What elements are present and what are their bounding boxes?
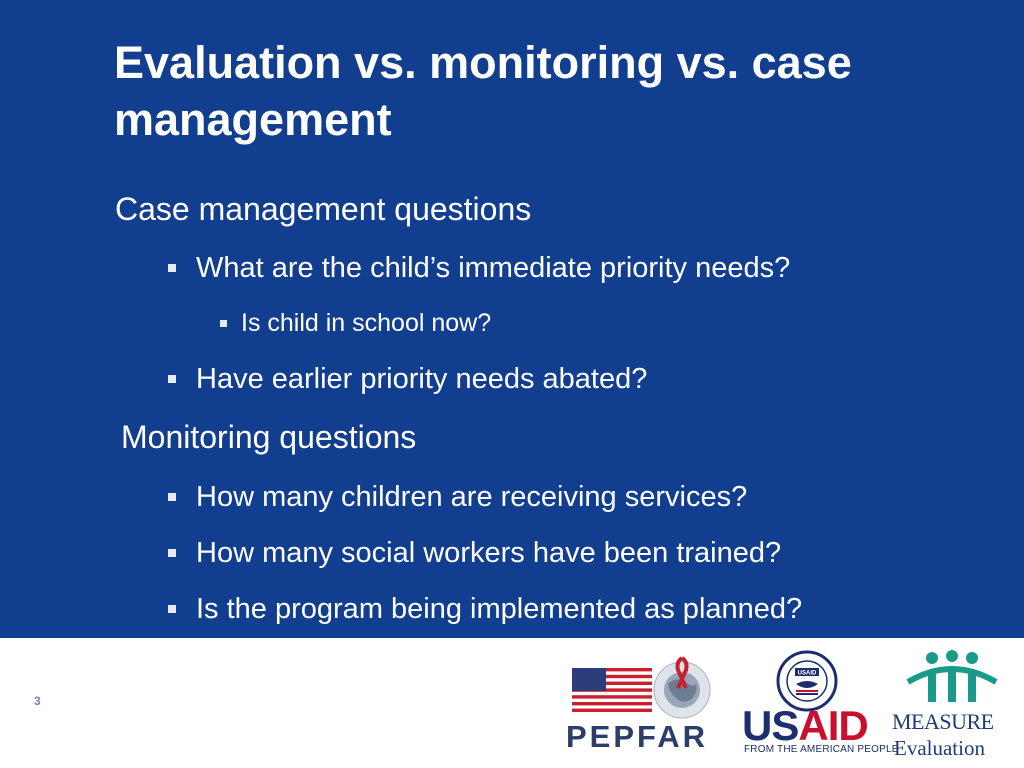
bullet-square-icon — [168, 493, 176, 501]
bullet-square-icon — [168, 549, 176, 557]
bullet-square-icon — [168, 605, 176, 613]
evaluation-wordmark: Evaluation — [894, 736, 985, 760]
bullet-text: Is child in school now? — [241, 309, 492, 337]
bullet-text: Have earlier priority needs abated? — [196, 363, 648, 395]
sub-bullet-school — [220, 308, 491, 338]
usaid-us-part: US — [742, 702, 799, 749]
section-heading-case-management: Case management questions — [115, 191, 532, 227]
bullet-text: What are the child’s immediate priority needs? — [196, 252, 791, 284]
bullet-text: How many social workers have been trained? — [196, 537, 782, 569]
page-number: 3 — [34, 694, 41, 708]
slide-title: Evaluation vs. monitoring vs. case management — [114, 37, 852, 145]
bullet-immediate-needs — [168, 250, 790, 286]
section-heading-monitoring: Monitoring questions — [121, 419, 417, 455]
pepfar-flag-globe-icon — [570, 654, 720, 720]
bullet-square-icon — [220, 320, 227, 327]
bullet-social-workers — [168, 535, 781, 571]
bullet-children-services — [168, 479, 747, 515]
pepfar-wordmark: PEPFAR — [566, 719, 709, 754]
bullet-program-implementation — [168, 591, 802, 627]
bullet-square-icon — [168, 264, 176, 272]
bullet-earlier-needs — [168, 361, 647, 397]
bullet-square-icon — [168, 375, 176, 383]
measure-wordmark: MEASURE — [892, 709, 994, 734]
bullet-text: Is the program being implemented as planned? — [196, 593, 803, 625]
bullet-text: How many children are receiving services? — [196, 481, 748, 513]
usaid-aid-part: AID — [798, 702, 868, 749]
measure-people-icon — [904, 650, 1000, 708]
usaid-wordmark — [742, 704, 868, 748]
usaid-seal-label: USAID — [797, 670, 817, 677]
usaid-tagline: FROM THE AMERICAN PEOPLE — [744, 744, 899, 755]
